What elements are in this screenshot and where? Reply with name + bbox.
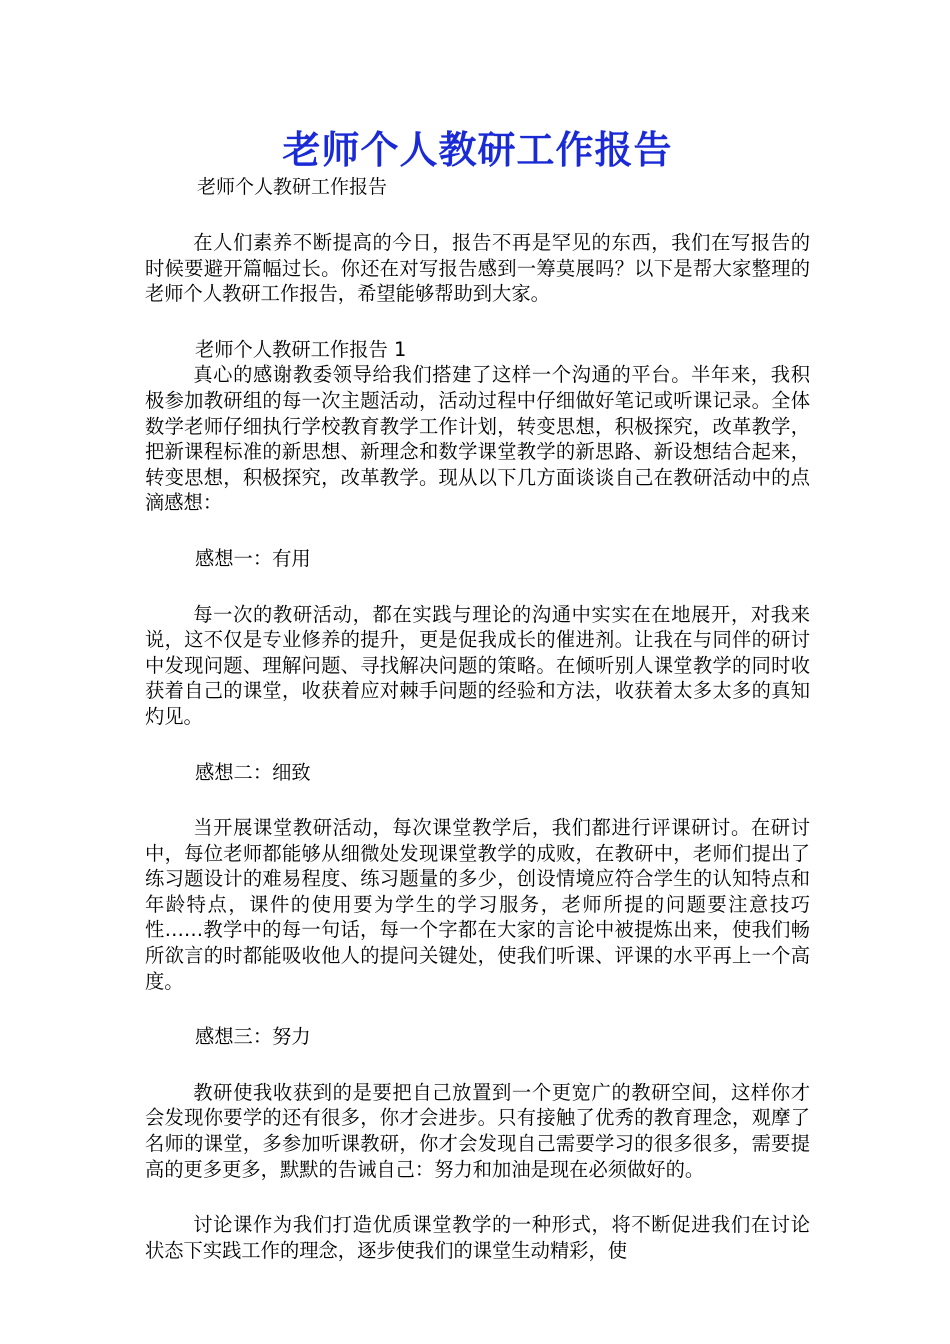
intro-paragraph: 在人们素养不断提高的今日，报告不再是罕见的东西，我们在写报告的时候要避开篇幅过长。你还在对写报告感到一筹莫展吗？以下是帮大家整理的老师个人教研工作报告，希望能够帮助到大家。 [145, 231, 810, 306]
thought2-heading: 感想二：细致 [195, 760, 311, 784]
thought2-paragraph: 当开展课堂教研活动，每次课堂教学后，我们都进行评课研讨。在研讨中，每位老师都能够从细微处发现课堂教学的成败，在教研中，老师们提出了练习题设计的难易程度、练习题量的多少，创设情境应符合学生的认知特点和年龄特点，课件的使用要为学生的学习服务，老师所提的问题要注意技巧性……教学中的每一句话，每一个字都在大家的言论中被提炼出来，使我们畅所欲言的时都能吸收他人的提问关键处，使我们听课、评课的水平再上一个高度。 [145, 816, 810, 993]
document-subtitle: 老师个人教研工作报告 [197, 176, 388, 198]
thought1-paragraph: 每一次的教研活动，都在实践与理论的沟通中实实在在地展开，对我来说，这不仅是专业修养的提升，更是促我成长的催进剂。让我在与同伴的研讨中发现问题、理解问题、寻找解决问题的策略。在倾听别人课堂教学的同时收获着自己的课堂，收获着应对棘手问题的经验和方法，收获着太多太多的真知灼见。 [145, 602, 810, 728]
section-paragraph: 真心的感谢教委领导给我们搭建了这样一个沟通的平台。半年来，我积极参加教研组的每一次主题活动，活动过程中仔细做好笔记或听课记录。全体数学老师仔细执行学校教育教学工作计划，转变思想，积极探究，改革教学，把新课程标准的新思想、新理念和数学课堂教学的新思路、新设想结合起来，转变思想，积极探究，改革教学。现从以下几方面谈谈自己在教研活动中的点滴感想： [145, 363, 810, 515]
thought1-heading: 感想一：有用 [195, 546, 311, 570]
thought3-heading: 感想三：努力 [195, 1025, 311, 1049]
document-title: 老师个人教研工作报告 [282, 127, 673, 172]
section-heading: 老师个人教研工作报告 1 [195, 337, 407, 361]
thought3-paragraph: 教研使我收获到的是要把自己放置到一个更宽广的教研空间，这样你才会发现你要学的还有很多，你才会进步。只有接触了优秀的教育理念，观摩了名师的课堂，多参加听课教研，你才会发现自己需要学习的很多很多，需要提高的更多更多，默默的告诫自己：努力和加油是现在必须做好的。 [145, 1080, 810, 1181]
closing-paragraph: 讨论课作为我们打造优质课堂教学的一种形式，将不断促进我们在讨论状态下实践工作的理念，逐步使我们的课堂生动精彩，使 [145, 1213, 810, 1262]
document-page [145, 120, 810, 1263]
